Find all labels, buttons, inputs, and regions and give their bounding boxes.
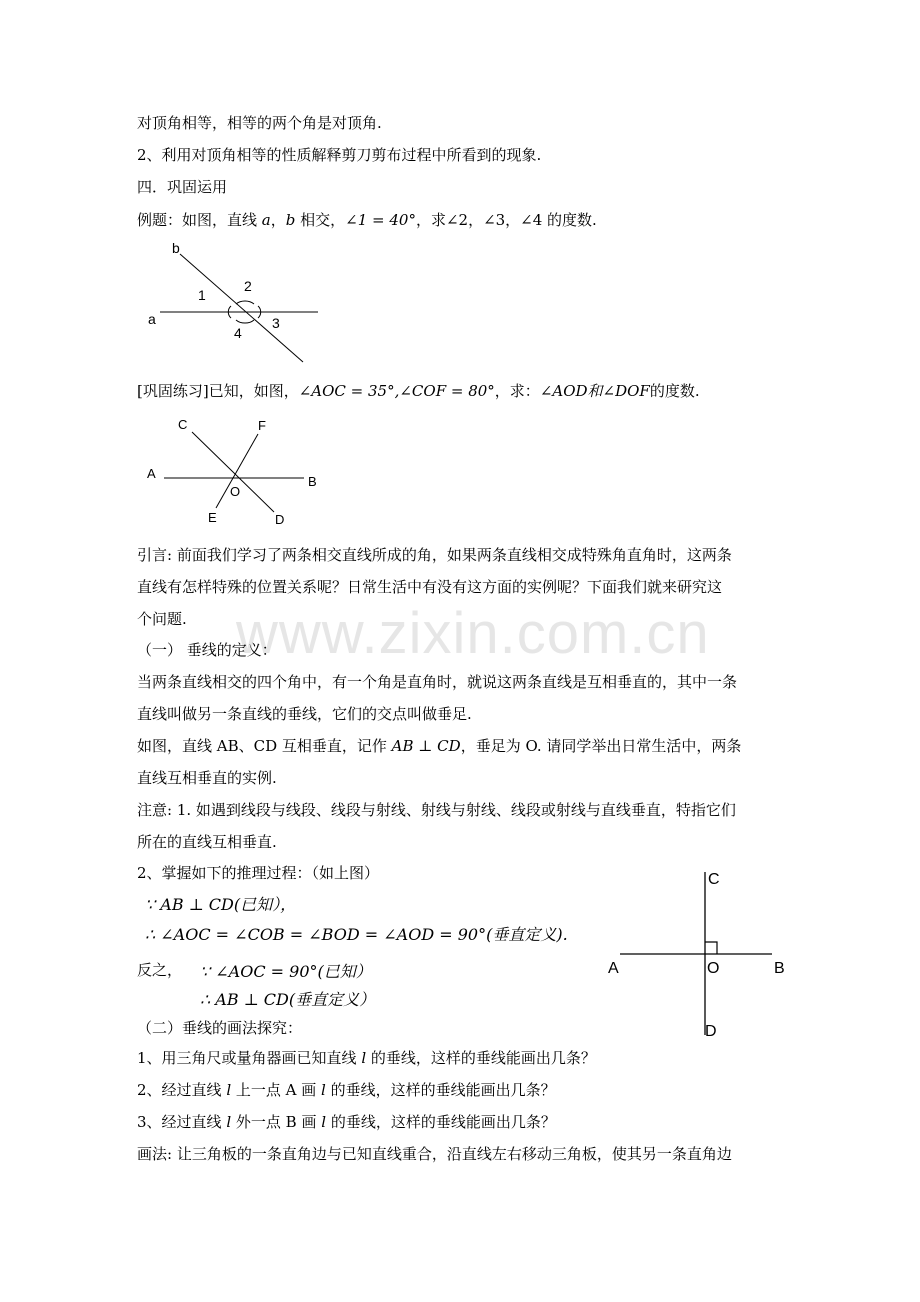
converse-label: 反之，	[137, 961, 183, 979]
reasoning-step-2: ∴ ∠AOC = ∠COB = ∠BOD = ∠AOD = 90°(垂直定义).	[145, 925, 568, 944]
drawing-method: 画法: 让三角板的一条直角边与已知直线重合，沿直线左右移动三角板，使其另一条直角边	[137, 1145, 732, 1163]
intro-line-3: 个问题.	[137, 610, 187, 628]
label-F: F	[258, 418, 266, 433]
text-line-1: 对顶角相等，相等的两个角是对顶角.	[137, 114, 382, 132]
notation-line-1: 如图，直线 AB、CD 互相垂直，记作 AB ⊥ CD，垂足为 O. 请同学举出日常生活中，两条	[137, 737, 742, 755]
intro-line-1: 引言: 前面我们学习了两条相交直线所成的角，如果两条直线相交成特殊角直角时，这两条	[137, 546, 732, 564]
section-heading-4: 四．巩固运用	[137, 178, 228, 196]
label-E: E	[208, 510, 217, 525]
question-3: 3、经过直线 l 外一点 B 画 l 的垂线，这样的垂线能画出几条？	[137, 1113, 556, 1131]
practice-problem: [巩固练习]已知，如图，∠AOC = 35°,∠COF = 80°，求：∠AOD和∠DOF的度数.	[137, 382, 700, 400]
watermark: www.zixin.com.cn	[236, 601, 710, 666]
right-angle-mark	[705, 942, 717, 954]
label-B: B	[308, 474, 317, 489]
definition-line-2: 直线叫做另一条直线的垂线，它们的交点叫做垂足.	[137, 705, 472, 723]
label-A: A	[147, 466, 156, 481]
reasoning-heading: 2、掌握如下的推理过程：（如上图）	[137, 864, 380, 882]
converse-step-2: ∴ AB ⊥ CD(垂直定义）	[200, 990, 376, 1009]
intro-line-2: 直线有怎样特殊的位置关系呢？日常生活中有没有这方面的实例呢？下面我们就来研究这	[137, 578, 723, 596]
example-problem: 例题：如图，直线 a，b 相交，∠1 = 40°，求∠2，∠3，∠4 的度数.	[137, 211, 597, 229]
heading-perpendicular-definition: （一） 垂线的定义：	[137, 641, 277, 659]
text-line-2: 2、利用对顶角相等的性质解释剪刀剪布过程中所看到的现象.	[137, 146, 542, 164]
note-line-1: 注意: 1. 如遇到线段与线段、线段与射线、射线与射线、线段或射线与直线垂直，特指它们	[137, 801, 736, 819]
label-C: C	[708, 871, 720, 888]
line-cd	[192, 432, 274, 512]
label-3: 3	[272, 315, 280, 331]
heading-perpendicular-drawing: （二）垂线的画法探究：	[137, 1019, 303, 1037]
label-O: O	[230, 484, 241, 499]
label-C: C	[178, 417, 188, 432]
angle-arc-2	[236, 301, 254, 304]
label-A: A	[608, 960, 619, 977]
figure-three-lines-o	[140, 412, 340, 532]
note-line-2: 所在的直线互相垂直.	[137, 833, 277, 851]
label-4: 4	[234, 325, 242, 341]
angle-arc-4	[236, 320, 254, 323]
label-D: D	[705, 1023, 717, 1040]
question-2: 2、经过直线 l 上一点 A 画 l 的垂线，这样的垂线能画出几条？	[137, 1081, 556, 1099]
label-B: B	[774, 960, 785, 977]
label-O: O	[707, 960, 720, 977]
line-b	[180, 254, 303, 362]
converse-step-1: ∵ ∠AOC = 90°(已知）	[200, 962, 372, 981]
label-b: b	[172, 240, 180, 256]
figure-intersecting-lines-ab	[140, 236, 340, 371]
definition-line-1: 当两条直线相交的四个角中，有一个角是直角时，就说这两条直线是互相垂直的，其中一条	[137, 673, 738, 691]
figure-perpendicular-lines	[600, 860, 800, 1045]
label-1: 1	[198, 287, 206, 303]
reasoning-step-1: ∵ AB ⊥ CD(已知），	[145, 895, 297, 914]
label-D: D	[275, 512, 285, 527]
label-a: a	[148, 311, 156, 327]
label-2: 2	[244, 278, 252, 294]
question-1: 1、用三角尺或量角器画已知直线 l 的垂线，这样的垂线能画出几条？	[137, 1049, 596, 1067]
notation-line-2: 直线互相垂直的实例.	[137, 769, 277, 787]
